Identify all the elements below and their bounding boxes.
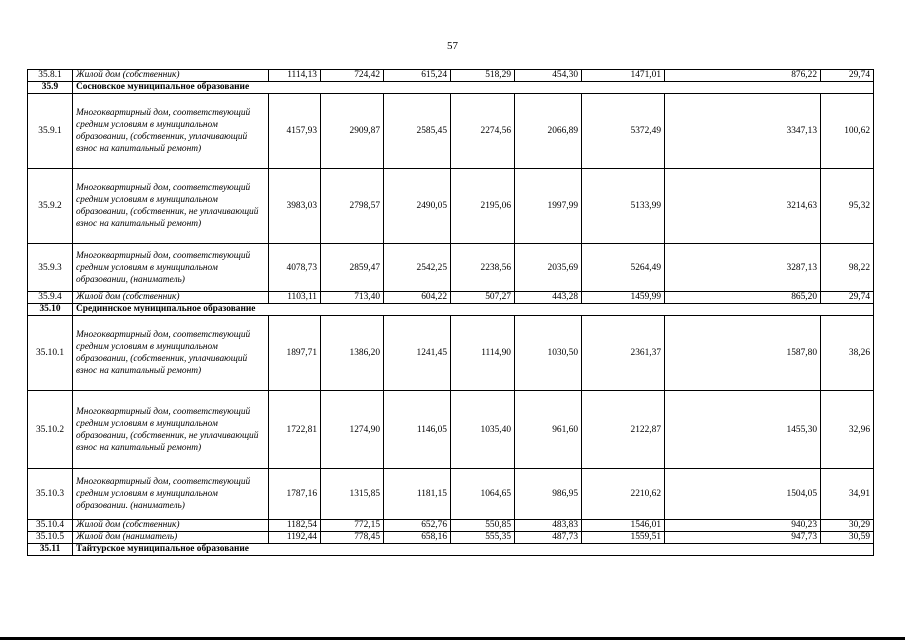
value-cell: 2798,57 bbox=[321, 169, 384, 244]
row-description: Многоквартирный дом, соответствующий средним условиям в муниципальном образовании, (собственник, уплачивающий взнос на капитальный ремонт) bbox=[73, 316, 269, 391]
table-row bbox=[28, 469, 874, 520]
value-cell: 2035,69 bbox=[515, 244, 582, 292]
value-cell: 1192,44 bbox=[269, 532, 321, 544]
value-cell: 1386,20 bbox=[321, 316, 384, 391]
row-description: Жилой дом (наниматель) bbox=[73, 532, 269, 544]
value-cell: 772,15 bbox=[321, 520, 384, 532]
table-row bbox=[28, 244, 874, 292]
value-cell: 3347,13 bbox=[665, 94, 821, 169]
value-cell: 1455,30 bbox=[665, 391, 821, 469]
row-code: 35.9.4 bbox=[28, 292, 73, 304]
value-cell: 961,60 bbox=[515, 391, 582, 469]
table-row bbox=[28, 532, 874, 544]
value-cell: 3287,13 bbox=[665, 244, 821, 292]
value-cell: 2238,56 bbox=[451, 244, 515, 292]
value-cell: 5133,99 bbox=[582, 169, 665, 244]
value-cell: 1471,01 bbox=[582, 70, 665, 82]
tariff-table bbox=[27, 69, 874, 556]
row-description: Многоквартирный дом, соответствующий средним условиям в муниципальном образовании, (собственник, не уплачивающий взнос на капитальный ремонт) bbox=[73, 169, 269, 244]
value-cell: 604,22 bbox=[384, 292, 451, 304]
row-code: 35.9.2 bbox=[28, 169, 73, 244]
value-cell: 1897,71 bbox=[269, 316, 321, 391]
section-code: 35.9 bbox=[28, 82, 73, 94]
value-cell: 2859,47 bbox=[321, 244, 384, 292]
section-title: Сосновское муниципальное образование bbox=[73, 82, 874, 94]
value-cell: 2909,87 bbox=[321, 94, 384, 169]
row-description: Многоквартирный дом, соответствующий средним условиям в муниципальном образовании. (наниматель) bbox=[73, 469, 269, 520]
row-code: 35.10.1 bbox=[28, 316, 73, 391]
value-cell: 2361,37 bbox=[582, 316, 665, 391]
table-row bbox=[28, 292, 874, 304]
value-cell: 724,42 bbox=[321, 70, 384, 82]
row-description: Жилой дом (собственник) bbox=[73, 520, 269, 532]
value-cell: 1114,13 bbox=[269, 70, 321, 82]
value-cell: 4078,73 bbox=[269, 244, 321, 292]
value-cell: 483,83 bbox=[515, 520, 582, 532]
value-cell: 2122,87 bbox=[582, 391, 665, 469]
value-cell: 4157,93 bbox=[269, 94, 321, 169]
value-cell: 865,20 bbox=[665, 292, 821, 304]
row-code: 35.10.3 bbox=[28, 469, 73, 520]
value-cell: 615,24 bbox=[384, 70, 451, 82]
value-cell: 1504,05 bbox=[665, 469, 821, 520]
value-cell: 1587,80 bbox=[665, 316, 821, 391]
value-cell: 98,22 bbox=[821, 244, 874, 292]
value-cell: 2274,56 bbox=[451, 94, 515, 169]
value-cell: 487,73 bbox=[515, 532, 582, 544]
value-cell: 454,30 bbox=[515, 70, 582, 82]
value-cell: 30,29 bbox=[821, 520, 874, 532]
value-cell: 95,32 bbox=[821, 169, 874, 244]
table-row bbox=[28, 94, 874, 169]
value-cell: 29,74 bbox=[821, 292, 874, 304]
value-cell: 5264,49 bbox=[582, 244, 665, 292]
value-cell: 1030,50 bbox=[515, 316, 582, 391]
value-cell: 1241,45 bbox=[384, 316, 451, 391]
row-code: 35.10.2 bbox=[28, 391, 73, 469]
row-description: Многоквартирный дом, соответствующий средним условиям в муниципальном образовании, (собственник, уплачивающий взнос на капитальный ремонт) bbox=[73, 94, 269, 169]
value-cell: 876,22 bbox=[665, 70, 821, 82]
section-code: 35.11 bbox=[28, 544, 73, 556]
table-row bbox=[28, 70, 874, 82]
value-cell: 1114,90 bbox=[451, 316, 515, 391]
section-title: Срединнское муниципальное образование bbox=[73, 304, 874, 316]
value-cell: 2066,89 bbox=[515, 94, 582, 169]
value-cell: 2195,06 bbox=[451, 169, 515, 244]
value-cell: 518,29 bbox=[451, 70, 515, 82]
row-description: Многоквартирный дом, соответствующий средним условиям в муниципальном образовании, (наниматель) bbox=[73, 244, 269, 292]
value-cell: 2585,45 bbox=[384, 94, 451, 169]
value-cell: 778,45 bbox=[321, 532, 384, 544]
value-cell: 507,27 bbox=[451, 292, 515, 304]
value-cell: 1459,99 bbox=[582, 292, 665, 304]
row-code: 35.10.5 bbox=[28, 532, 73, 544]
value-cell: 947,73 bbox=[665, 532, 821, 544]
value-cell: 32,96 bbox=[821, 391, 874, 469]
value-cell: 443,28 bbox=[515, 292, 582, 304]
value-cell: 1722,81 bbox=[269, 391, 321, 469]
value-cell: 1315,85 bbox=[321, 469, 384, 520]
section-row bbox=[28, 544, 874, 556]
value-cell: 2490,05 bbox=[384, 169, 451, 244]
value-cell: 550,85 bbox=[451, 520, 515, 532]
value-cell: 1103,11 bbox=[269, 292, 321, 304]
value-cell: 3214,63 bbox=[665, 169, 821, 244]
value-cell: 1546,01 bbox=[582, 520, 665, 532]
value-cell: 5372,49 bbox=[582, 94, 665, 169]
value-cell: 2542,25 bbox=[384, 244, 451, 292]
value-cell: 1787,16 bbox=[269, 469, 321, 520]
section-row bbox=[28, 304, 874, 316]
value-cell: 555,35 bbox=[451, 532, 515, 544]
section-title: Тайтурское муниципальное образование bbox=[73, 544, 874, 556]
value-cell: 1559,51 bbox=[582, 532, 665, 544]
row-code: 35.9.1 bbox=[28, 94, 73, 169]
table-row bbox=[28, 391, 874, 469]
row-code: 35.10.4 bbox=[28, 520, 73, 532]
value-cell: 652,76 bbox=[384, 520, 451, 532]
value-cell: 34,91 bbox=[821, 469, 874, 520]
value-cell: 29,74 bbox=[821, 70, 874, 82]
value-cell: 3983,03 bbox=[269, 169, 321, 244]
value-cell: 30,59 bbox=[821, 532, 874, 544]
value-cell: 38,26 bbox=[821, 316, 874, 391]
row-code: 35.8.1 bbox=[28, 70, 73, 82]
table-row bbox=[28, 169, 874, 244]
value-cell: 1181,15 bbox=[384, 469, 451, 520]
value-cell: 1182,54 bbox=[269, 520, 321, 532]
table-row bbox=[28, 520, 874, 532]
page-number: 57 bbox=[447, 40, 458, 52]
value-cell: 100,62 bbox=[821, 94, 874, 169]
section-code: 35.10 bbox=[28, 304, 73, 316]
value-cell: 1274,90 bbox=[321, 391, 384, 469]
row-description: Жилой дом (собственник) bbox=[73, 292, 269, 304]
row-description: Жилой дом (собственник) bbox=[73, 70, 269, 82]
row-code: 35.9.3 bbox=[28, 244, 73, 292]
value-cell: 2210,62 bbox=[582, 469, 665, 520]
value-cell: 658,16 bbox=[384, 532, 451, 544]
value-cell: 1035,40 bbox=[451, 391, 515, 469]
value-cell: 1146,05 bbox=[384, 391, 451, 469]
value-cell: 986,95 bbox=[515, 469, 582, 520]
row-description: Многоквартирный дом, соответствующий средним условиям в муниципальном образовании, (собственник, не уплачивающий взнос на капитальный ремонт) bbox=[73, 391, 269, 469]
value-cell: 1064,65 bbox=[451, 469, 515, 520]
section-row bbox=[28, 82, 874, 94]
value-cell: 940,23 bbox=[665, 520, 821, 532]
value-cell: 713,40 bbox=[321, 292, 384, 304]
value-cell: 1997,99 bbox=[515, 169, 582, 244]
table-row bbox=[28, 316, 874, 391]
